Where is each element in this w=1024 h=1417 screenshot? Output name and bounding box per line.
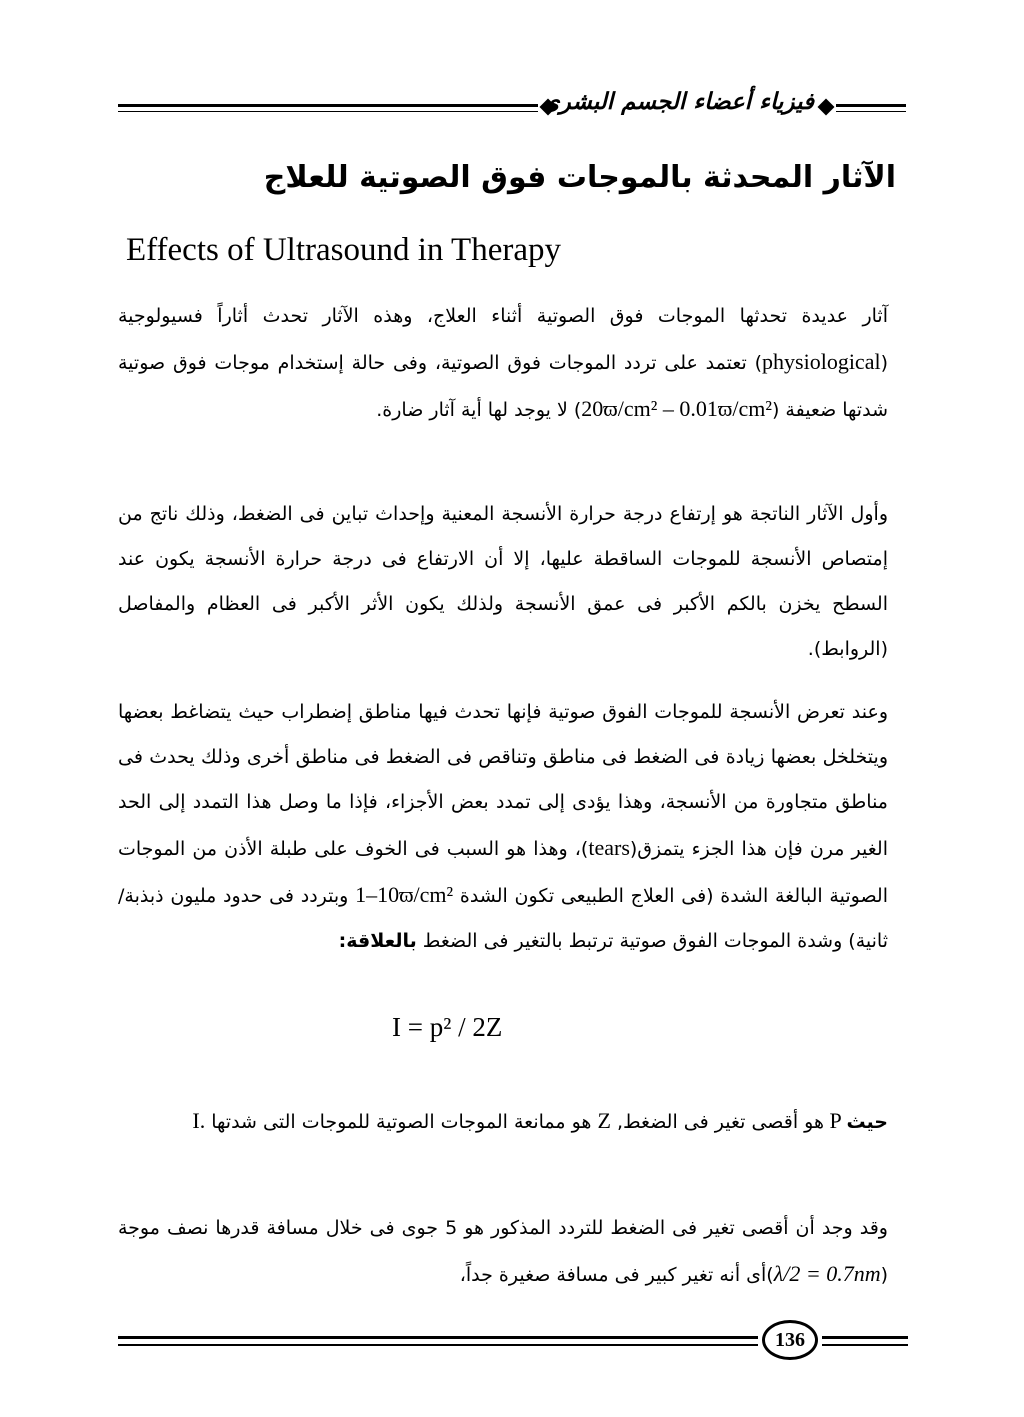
page-footer bbox=[118, 1320, 908, 1368]
chapter-title-english: Effects of Ultrasound in Therapy bbox=[126, 232, 561, 268]
p3-text-c: )، وهذا هو السبب فى الخوف على طبلة الأذن من الموجات الصوتية البالغة الشدة (فى العلاج الطبيعى تكون الشدة bbox=[118, 838, 888, 907]
p4-text-c: هو أقصى تغير فى الضغط, bbox=[610, 1111, 825, 1133]
p5-text-c: )أى أنه تغير كبير فى مسافة صغيرة جداً، bbox=[459, 1264, 774, 1286]
p4-symbol-p: P bbox=[824, 1108, 847, 1133]
p4-text-e: هو ممانعة الموجات الصوتية للموجات التى شدتها bbox=[205, 1111, 598, 1133]
p5-half-wavelength: λ/2 = 0.7nm bbox=[773, 1261, 881, 1286]
p3-text-relation: بالعلاقة: bbox=[338, 930, 417, 952]
p1-text-e: ) لا يوجد لها أية آثار ضارة. bbox=[376, 399, 582, 421]
p1-text-a: آثار عديدة تحدثها الموجات فوق الصوتية أثناء العلاج، وهذه الآثار تحدث أثاراً فسيولوجية ( bbox=[118, 305, 888, 374]
page-number: 136 bbox=[762, 1320, 818, 1360]
footer-rule-right bbox=[822, 1336, 908, 1346]
paragraph-2: وأول الآثار الناتجة هو إرتفاع درجة حرارة الأنسجة المعنية وإحداث تباين فى الضغط، وذلك ناتج من إمتصاص الأنسجة للموجات الساقطة عليها، إلا أن الارتفاع فى درجة حرارة الأنسجة يكون عند السطح يخزن بالكم الأكبر فى عمق الأنسجة ولذلك يكون الأثر الأكبر فى العظام والمفاصل (الروابط). bbox=[118, 503, 888, 660]
header-rule-left bbox=[118, 104, 538, 112]
header-diamond-right bbox=[818, 99, 835, 116]
p3-text-e: وبتردد فى حدود مليون ذبذبة/ ثانية) وشدة الموجات الفوق صوتية ترتبط بالتغير فى الضغط bbox=[118, 885, 888, 952]
p1-intensity-range: 20ϖ/cm² – 0.01ϖ/cm² bbox=[581, 396, 772, 421]
paragraph-4 bbox=[118, 1098, 888, 1145]
paragraph-1 bbox=[118, 294, 888, 433]
p3-intensity: 1–10ϖ/cm² bbox=[355, 882, 454, 907]
footer-rule-left bbox=[118, 1336, 758, 1346]
p4-symbol-z: Z bbox=[597, 1108, 611, 1133]
running-title: فيزياء أعضاء الجسم البشرى bbox=[541, 88, 814, 115]
p3-term-tears: tears bbox=[588, 835, 630, 860]
p3-text-a: وعند تعرض الأنسجة للموجات الفوق صوتية فإنها تحدث فيها مناطق إضطراب حيث يتضاغط بعضها ويتخلخل بعضها زيادة فى الضغط فى مناطق وتناقص فى الضغط فى مناطق أخرى وذلك يحدث فى مناطق متجاورة من الأنسجة، وهذا يؤدى إلى تمدد بعض الأجزاء، فإذا ما وصل هذا التمدد إلى الحد الغير مرن فإن هذا الجزء يتمزق( bbox=[118, 701, 888, 860]
paragraph-3 bbox=[118, 690, 888, 964]
chapter-title-arabic: الآثار المحدثة بالموجات فوق الصوتية للعلاج bbox=[263, 160, 896, 195]
running-header bbox=[118, 86, 906, 126]
p1-text-c: ) تعتمد على تردد الموجات فوق الصوتية، وفى حالة إستخدام موجات فوق صوتية شدتها ضعيفة ( bbox=[118, 352, 888, 421]
p1-term-physiological: physiological bbox=[762, 349, 881, 374]
header-rule-right bbox=[836, 104, 906, 112]
p4-symbol-i: I. bbox=[192, 1108, 206, 1133]
intensity-formula: I = p² / 2Z bbox=[392, 1012, 503, 1042]
p5-text-a: وقد وجد أن أقصى تغير فى الضغط للتردد المذكور هو 5 جوى فى خلال مسافة قدرها نصف موجة ( bbox=[118, 1217, 888, 1286]
p4-where: حيث bbox=[846, 1111, 888, 1133]
paragraph-5 bbox=[118, 1206, 888, 1298]
